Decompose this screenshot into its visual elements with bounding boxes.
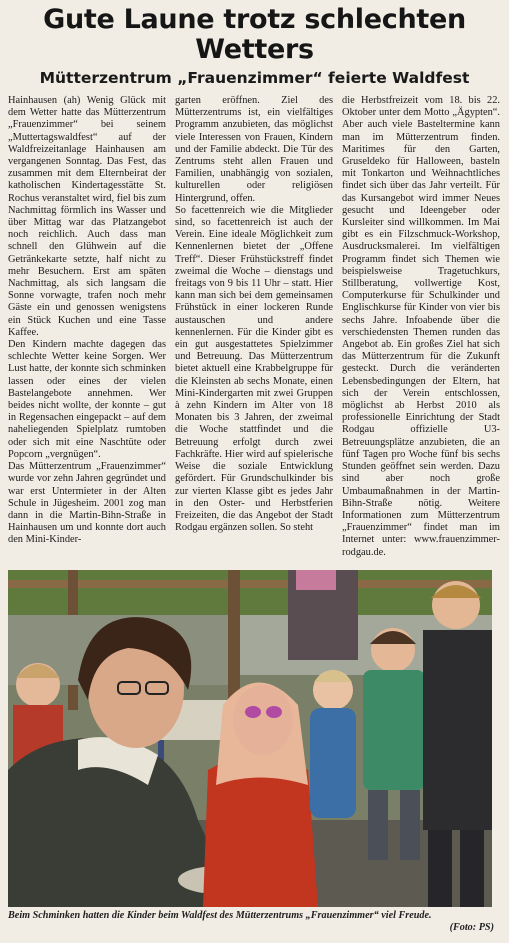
boy-leg <box>368 790 388 860</box>
paragraph: Das Mütterzentrum „Frauenzimmer“ wurde vor zehn Jahren gegründet und war erst Untermieter in der Alten Schule in Jügesheim. 2001 zog man dann in die Martin-Bihn-Straße in Hainhausen um und konnte dort auch den Mini-Kinder- <box>8 461 166 546</box>
headline <box>0 5 509 65</box>
paragraph: garten eröffnen. Ziel des Mütterzentrums ist, ein vielfältiges Programm anzubieten, das möglichst viele Interessen von Frauen, Kindern und der Familie abdeckt. Die Tür des Zentrums steht allen Frauen und Familien, unabhängig von sozialen, kulturellen oder religiösen Hintergrund, offen. <box>175 95 333 204</box>
article-column-2 <box>175 95 333 565</box>
article-column-1 <box>8 95 166 565</box>
photo-credit: (Foto: PS) <box>449 922 494 933</box>
older-boy-jacket <box>423 630 492 830</box>
boy-leg <box>400 790 420 860</box>
face-paint <box>245 706 261 718</box>
article-column-3 <box>342 95 500 565</box>
paragraph: die Herbstfreizeit vom 18. bis 22. Oktober unter dem Motto „Ägypten“. Aber auch viele Basteltermine kann man im Mütterzentrum finden. Maritimes für den Garten, Gruseldeko für Halloween, basteln mit Tonkarton und Weihnachtliches findet sich über das Jahr verteilt. Für das Kursangebot wird immer Neues gesucht und Ideengeber oder Kursleiter sind willkommen. Im Mai gibt es ein Filzschmuck-Workshop, Ausdrucksmalerei. Im vielfältigen Programm findet sich Themen wie beispielsweise Tragetuchkurs, Stillberatung, vollwertige Kost, Computerkurse für Schulkinder und Englischkurse für Kinder von vier bis sechs Jahre. Infoabende über die verschiedensten Themen runden das Angebot ab. Ein großes Ziel hat sich das Mütterzentrum für die Zukunft gesteckt. Durch die veränderten Lebensbedingungen der Eltern, hat sich der Verein entschlossen, möglichst ab Herbst 2010 als professionelle Einrichtung der Stadt Rodgau offizielle U3-Betreuungsplätze anzubieten, die an fünf Tagen pro Woche fünf bis sechs Stunden geöffnet sein werden. Dazu sind aber noch große Umbaumaßnahmen in der Martin-Bihn-Straße nötig. Weitere Informationen zum Mütterzentrum „Frauenzimmer“ findet man im Internet unter: www.frauenzimmer-rodgau.de. <box>342 95 500 558</box>
girl-face <box>233 685 293 755</box>
older-boy-leg <box>428 830 452 907</box>
face-paint <box>266 706 282 718</box>
photo-caption <box>8 910 494 934</box>
photo-illustration <box>8 570 492 907</box>
subheadline: Mütterzentrum „Frauenzimmer“ feierte Waldfest <box>39 69 470 87</box>
headline-line-1: Gute Laune trotz schlechten <box>43 4 466 35</box>
forest-greenery <box>8 570 492 615</box>
paragraph: Hainhausen (ah) Wenig Glück mit dem Wetter hatte das Mütterzentrum „Frauenzimmer“ bei seinem „Muttertagswaldfest“ auf der Waldfreizeitanlage Hainhausen am vergangenen Sonntag. Das Fest, das zusammen mit dem Elternbeirat der katholischen Kindertagesstätte St. Rochus veranstaltet wird, fiel bis zum Nachmittag förmlich ins Wasser und über Mittag war das Platzangebot noch reichlich. Auch dass man schnell den Glühwein auf die Getränkekarte setzte, half nicht zu mehr Besuchern. Erst am späten Nachmittag, als sich langsam die Sonne vorwagte, trafen noch mehr Gäste ein und genossen wenigstens ein Stück Kuchen und eine Tasse Kaffee. <box>8 95 166 338</box>
toddler-jacket <box>310 708 356 818</box>
article-photo <box>8 570 492 907</box>
background-adult-clothing <box>296 570 336 590</box>
pavilion-beam <box>8 580 492 588</box>
paragraph: Den Kindern machte dagegen das schlechte Wetter keine Sorgen. Wer Lust hatte, der konnte sich schminken lassen oder eines der vielen Bastelangebote annehmen. Wer beides nicht wollte, der konnte – gut in Regensachen eingepackt – auf dem naheliegenden Spielplatz rumtoben oder sich mit eine Naschtüte oder Popcorn „vergnügen“. <box>8 339 166 460</box>
paragraph: So facettenreich wie die Mitglieder sind, so facettenreich ist auch der Verein. Eine ideale Möglichkeit zum Kennenlernen bietet der „Offene Treff“. Dieser Frühstückstreff findet zweimal die Woche – dienstags und freitags von 9 bis 11 Uhr – statt. Hier kann man sich bei dem gemeinsamen Frühstück in einer lockeren Runde austauschen und andere kennenlernen. Für die Kinder gibt es ein gut ausgestattetes Spielzimmer und Betreuung. Das Mütterzentrum bietet aktuell eine Krabbelgruppe für die Kleinsten ab sechs Monate, einen Mini-Kindergarten mit zwei Gruppen à zehn Kindern im Alter von 18 Monaten bis 3 Jahren, der zweimal die Woche stattfindet und die Betreuung erfolgt durch zwei Fachkräfte. Hier wird auf spielerische Weise die soziale Entwicklung gefördert. Für Grundschulkinder bis zur vierten Klasse gibt es jedes Jahr in den Oster- und Herbstferien Freizeiten, die das Angebot der Stadt Rodgau ergänzen sollen. So steht <box>175 204 333 534</box>
older-boy-leg <box>460 830 484 907</box>
caption-text: Beim Schminken hatten die Kinder beim Waldfest des Mütterzentrums „Frauenzimmer“ viel Freude. <box>8 910 432 921</box>
boy-jacket <box>363 670 425 790</box>
headline-line-2: Wetters <box>195 34 314 65</box>
